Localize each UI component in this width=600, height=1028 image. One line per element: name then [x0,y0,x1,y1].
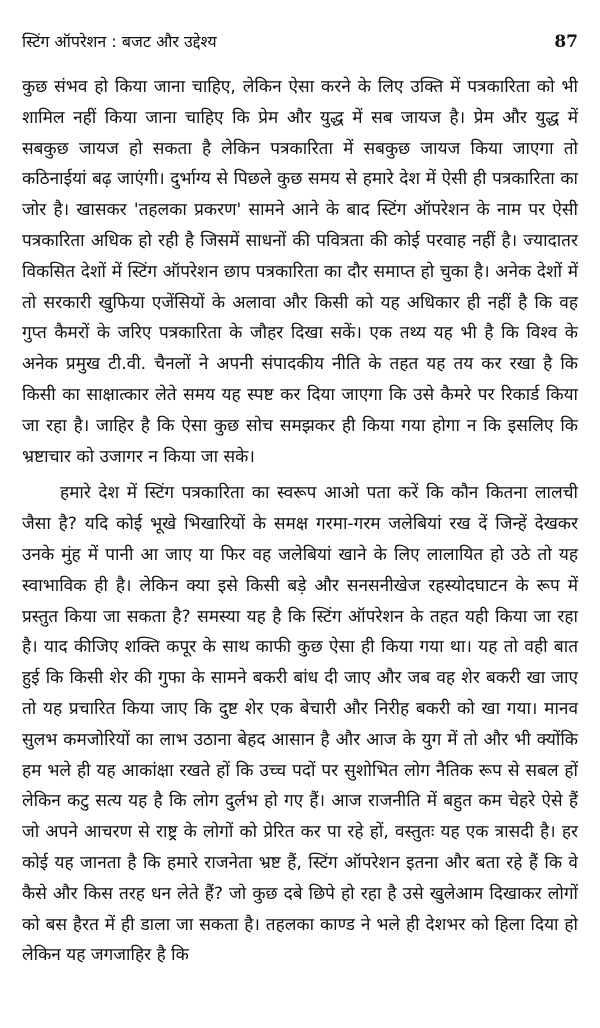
paragraph: हमारे देश में स्टिंग पत्रकारिता का स्वरूप आओ पता करें कि कौन कितना लालची जैसा है? यदि कोई भूखे भिखारियों के समक्ष गरमा-गरम जलेबियां रख दें जिन्हें देखकर उनके मुंह में पानी आ जाए या फिर वह जलेबियां खाने के लिए लालायित हो उठे तो यह स्वाभाविक ही है। लेकिन क्या इसे किसी बड़े और सनसनीखेज रहस्योदघाटन के रूप में प्रस्तुत किया जा सकता है? समस्या यह है कि स्टिंग ऑपरेशन के तहत यही किया जा रहा है। याद कीजिए शक्ति कपूर के साथ काफी कुछ ऐसा ही किया गया था। यह तो वही बात हुई कि किसी शेर की गुफा के सामने बकरी बांध दी जाए और जब वह शेर बकरी खा जाए तो यह प्रचारित किया जाए कि दुष्ट शेर एक बेचारी और निरीह बकरी को खा गया। मानव सुलभ कमजोरियों का लाभ उठाना बेहद आसान है और आज के युग में तो और भी क्योंकि हम भले ही यह आकांक्षा रखते हों कि उच्च पदों पर सुशोभित लोग नैतिक रूप से सबल हों लेकिन कटु सत्य यह है कि लोग दुर्लभ हो गए हैं। आज राजनीति में बहुत कम चेहरे ऐसे हैं जो अपने आचरण से राष्ट्र के लोगों को प्रेरित कर पा रहे हों, वस्तुतः यह एक त्रासदी है। हर कोई यह जानता है कि हमारे राजनेता भ्रष्ट हैं, स्टिंग ऑपरेशन इतना और बता रहे हैं कि वे कैसे और किस तरह धन लेते हैं? जो कुछ दबे छिपे हो रहा है उसे खुलेआम दिखाकर लोगों को बस हैरत में ही डाला जा सकता है। तहलका काण्ड ने भले ही देशभर को हिला दिया हो लेकिन यह जगजाहिर है कि [22,483,578,966]
body-text [22,72,578,971]
page-header [22,30,578,58]
page-number: 87 [554,32,578,52]
running-head: स्टिंग ऑपरेशन : बजट और उद्देश्य [22,32,217,51]
paragraph: कुछ संभव हो किया जाना चाहिए, लेकिन ऐसा करने के लिए उक्ति में पत्रकारिता को भी शामिल नहीं किया जाना चाहिए कि प्रेम और युद्ध में सब जायज है। प्रेम और युद्ध में सबकुछ जायज हो सकता है लेकिन पत्रकारिता में सबकुछ जायज किया जाएगा तो कठिनाईयां बढ़ जाएंगी। दुर्भाग्य से पिछले कुछ समय से हमारे देश में ऐसी ही पत्रकारिता का जोर है। खासकर 'तहलका प्रकरण' सामने आने के बाद स्टिंग ऑपरेशन के नाम पर ऐसी पत्रकारिता अधिक हो रही है जिसमें साधनों की पवित्रता की कोई परवाह नहीं है। ज्यादातर विकसित देशों में स्टिंग ऑपरेशन छाप पत्रकारिता का दौर समाप्त हो चुका है। अनेक देशों में तो सरकारी खुफिया एजेंसियों के अलावा और किसी को यह अधिकार ही नहीं है कि वह गुप्त कैमरों के जरिए पत्रकारिता के जौहर दिखा सकें। एक तथ्य यह भी है कि विश्व के अनेक प्रमुख टी.वी. चैनलों ने अपनी संपादकीय नीति के तहत यह तय कर रखा है कि किसी का साक्षात्कार लेते समय यह स्पष्ट कर दिया जाएगा कि उसे कैमरे पर रिकार्ड किया जा रहा है। जाहिर है कि ऐसा कुछ सोच समझकर ही किया गया होगा न कि इसलिए कि भ्रष्टाचार को उजागर न किया जा सके। [22,77,578,467]
